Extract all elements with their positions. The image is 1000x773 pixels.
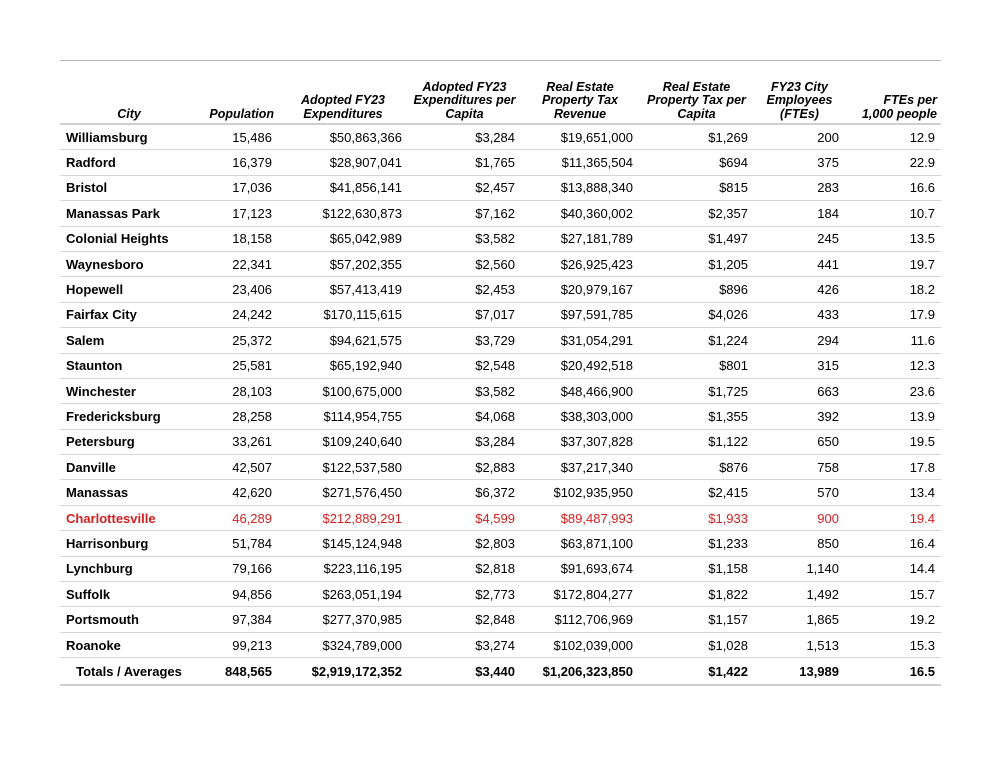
city-cell: Fredericksburg xyxy=(60,404,198,429)
population-cell: 28,103 xyxy=(198,378,278,403)
re-tax-per-capita-cell: $1,205 xyxy=(639,251,754,276)
table-row xyxy=(60,277,941,302)
re-tax-revenue-cell: $19,651,000 xyxy=(521,124,639,150)
re-tax-revenue-cell: $48,466,900 xyxy=(521,378,639,403)
ftes-cell: 850 xyxy=(754,531,845,556)
ftes-per-1000-cell: 11.6 xyxy=(845,328,941,353)
re-tax-revenue-cell: $26,925,423 xyxy=(521,251,639,276)
population-cell: 25,372 xyxy=(198,328,278,353)
population-cell: 16,379 xyxy=(198,150,278,175)
re-tax-per-capita-cell: $1,725 xyxy=(639,378,754,403)
re-tax-per-capita-cell: $1,355 xyxy=(639,404,754,429)
expenditures-cell: $170,115,615 xyxy=(278,302,408,327)
expenditures-per-capita-cell: $3,582 xyxy=(408,378,521,403)
ftes-per-1000-cell: 22.9 xyxy=(845,150,941,175)
city-cell: Portsmouth xyxy=(60,607,198,632)
city-cell: Bristol xyxy=(60,175,198,200)
expenditures-cell: $28,907,041 xyxy=(278,150,408,175)
city-cell: Charlottesville xyxy=(60,505,198,530)
re-tax-per-capita-cell: $1,157 xyxy=(639,607,754,632)
ftes-per-1000-cell: 19.7 xyxy=(845,251,941,276)
re-tax-per-capita-cell: $1,224 xyxy=(639,328,754,353)
ftes-per-1000-cell: 15.7 xyxy=(845,582,941,607)
ftes-cell: 433 xyxy=(754,302,845,327)
city-cell: Roanoke xyxy=(60,632,198,657)
ftes-cell: 375 xyxy=(754,150,845,175)
population-cell: 23,406 xyxy=(198,277,278,302)
table-row xyxy=(60,607,941,632)
ftes-cell: 13,989 xyxy=(754,658,845,686)
re-tax-revenue-cell: $97,591,785 xyxy=(521,302,639,327)
expenditures-cell: $223,116,195 xyxy=(278,556,408,581)
re-tax-per-capita-cell: $4,026 xyxy=(639,302,754,327)
expenditures-cell: $122,630,873 xyxy=(278,201,408,226)
ftes-per-1000-cell: 18.2 xyxy=(845,277,941,302)
ftes-cell: 663 xyxy=(754,378,845,403)
city-cell: Harrisonburg xyxy=(60,531,198,556)
table-row xyxy=(60,226,941,251)
expenditures-per-capita-cell: $3,582 xyxy=(408,226,521,251)
expenditures-cell: $212,889,291 xyxy=(278,505,408,530)
population-cell: 848,565 xyxy=(198,658,278,686)
ftes-cell: 570 xyxy=(754,480,845,505)
re-tax-revenue-cell: $31,054,291 xyxy=(521,328,639,353)
table-row xyxy=(60,404,941,429)
expenditures-per-capita-cell: $3,729 xyxy=(408,328,521,353)
table-row xyxy=(60,302,941,327)
re-tax-per-capita-cell: $1,122 xyxy=(639,429,754,454)
expenditures-per-capita-cell: $7,162 xyxy=(408,201,521,226)
city-cell: Hopewell xyxy=(60,277,198,302)
city-cell: Staunton xyxy=(60,353,198,378)
re-tax-per-capita-cell: $801 xyxy=(639,353,754,378)
population-cell: 99,213 xyxy=(198,632,278,657)
population-cell: 17,123 xyxy=(198,201,278,226)
header-re-tax-revenue: Real Estate Property Tax Revenue xyxy=(521,80,639,124)
ftes-cell: 900 xyxy=(754,505,845,530)
table-row xyxy=(60,201,941,226)
expenditures-cell: $94,621,575 xyxy=(278,328,408,353)
population-cell: 25,581 xyxy=(198,353,278,378)
city-cell: Danville xyxy=(60,455,198,480)
ftes-per-1000-cell: 23.6 xyxy=(845,378,941,403)
expenditures-per-capita-cell: $4,599 xyxy=(408,505,521,530)
ftes-per-1000-cell: 10.7 xyxy=(845,201,941,226)
ftes-cell: 1,492 xyxy=(754,582,845,607)
population-cell: 94,856 xyxy=(198,582,278,607)
re-tax-revenue-cell: $38,303,000 xyxy=(521,404,639,429)
expenditures-per-capita-cell: $2,560 xyxy=(408,251,521,276)
population-cell: 51,784 xyxy=(198,531,278,556)
ftes-cell: 441 xyxy=(754,251,845,276)
re-tax-per-capita-cell: $876 xyxy=(639,455,754,480)
expenditures-per-capita-cell: $2,548 xyxy=(408,353,521,378)
expenditures-cell: $57,413,419 xyxy=(278,277,408,302)
city-cell: Winchester xyxy=(60,378,198,403)
ftes-cell: 315 xyxy=(754,353,845,378)
re-tax-revenue-cell: $1,206,323,850 xyxy=(521,658,639,686)
expenditures-per-capita-cell: $2,818 xyxy=(408,556,521,581)
table-row xyxy=(60,328,941,353)
table-row xyxy=(60,632,941,657)
re-tax-revenue-cell: $27,181,789 xyxy=(521,226,639,251)
expenditures-cell: $114,954,755 xyxy=(278,404,408,429)
ftes-cell: 245 xyxy=(754,226,845,251)
ftes-per-1000-cell: 17.9 xyxy=(845,302,941,327)
re-tax-revenue-cell: $91,693,674 xyxy=(521,556,639,581)
expenditures-cell: $277,370,985 xyxy=(278,607,408,632)
header-re-tax-per-capita: Real Estate Property Tax per Capita xyxy=(639,80,754,124)
expenditures-per-capita-cell: $3,440 xyxy=(408,658,521,686)
re-tax-per-capita-cell: $1,028 xyxy=(639,632,754,657)
expenditures-per-capita-cell: $2,883 xyxy=(408,455,521,480)
re-tax-revenue-cell: $13,888,340 xyxy=(521,175,639,200)
re-tax-per-capita-cell: $1,933 xyxy=(639,505,754,530)
expenditures-cell: $65,192,940 xyxy=(278,353,408,378)
ftes-cell: 1,140 xyxy=(754,556,845,581)
re-tax-per-capita-cell: $694 xyxy=(639,150,754,175)
ftes-cell: 650 xyxy=(754,429,845,454)
ftes-per-1000-cell: 13.9 xyxy=(845,404,941,429)
ftes-per-1000-cell: 13.5 xyxy=(845,226,941,251)
population-cell: 22,341 xyxy=(198,251,278,276)
expenditures-cell: $271,576,450 xyxy=(278,480,408,505)
expenditures-per-capita-cell: $6,372 xyxy=(408,480,521,505)
ftes-cell: 294 xyxy=(754,328,845,353)
expenditures-per-capita-cell: $3,284 xyxy=(408,124,521,150)
expenditures-per-capita-cell: $2,848 xyxy=(408,607,521,632)
ftes-per-1000-cell: 16.5 xyxy=(845,658,941,686)
header-ftes-per-1000: FTEs per 1,000 people xyxy=(845,80,941,124)
re-tax-revenue-cell: $11,365,504 xyxy=(521,150,639,175)
table-row xyxy=(60,429,941,454)
re-tax-per-capita-cell: $896 xyxy=(639,277,754,302)
expenditures-per-capita-cell: $3,284 xyxy=(408,429,521,454)
expenditures-per-capita-cell: $3,274 xyxy=(408,632,521,657)
city-cell: Radford xyxy=(60,150,198,175)
table-row xyxy=(60,480,941,505)
header-expenditures: Adopted FY23 Expenditures xyxy=(278,80,408,124)
totals-row xyxy=(60,658,941,686)
ftes-per-1000-cell: 13.4 xyxy=(845,480,941,505)
re-tax-per-capita-cell: $1,497 xyxy=(639,226,754,251)
re-tax-per-capita-cell: $815 xyxy=(639,175,754,200)
expenditures-per-capita-cell: $1,765 xyxy=(408,150,521,175)
population-cell: 24,242 xyxy=(198,302,278,327)
population-cell: 79,166 xyxy=(198,556,278,581)
table-row xyxy=(60,556,941,581)
ftes-cell: 392 xyxy=(754,404,845,429)
table-row xyxy=(60,124,941,150)
re-tax-revenue-cell: $112,706,969 xyxy=(521,607,639,632)
population-cell: 97,384 xyxy=(198,607,278,632)
city-cell: Manassas Park xyxy=(60,201,198,226)
ftes-cell: 426 xyxy=(754,277,845,302)
population-cell: 28,258 xyxy=(198,404,278,429)
expenditures-cell: $122,537,580 xyxy=(278,455,408,480)
table-row xyxy=(60,531,941,556)
city-cell: Suffolk xyxy=(60,582,198,607)
re-tax-revenue-cell: $102,935,950 xyxy=(521,480,639,505)
ftes-cell: 1,513 xyxy=(754,632,845,657)
expenditures-cell: $145,124,948 xyxy=(278,531,408,556)
re-tax-revenue-cell: $37,307,828 xyxy=(521,429,639,454)
header-ftes: FY23 City Employees (FTEs) xyxy=(754,80,845,124)
table-row xyxy=(60,175,941,200)
re-tax-revenue-cell: $172,804,277 xyxy=(521,582,639,607)
expenditures-cell: $263,051,194 xyxy=(278,582,408,607)
ftes-per-1000-cell: 16.4 xyxy=(845,531,941,556)
ftes-per-1000-cell: 12.9 xyxy=(845,124,941,150)
ftes-per-1000-cell: 12.3 xyxy=(845,353,941,378)
header-city: City xyxy=(60,80,198,124)
population-cell: 46,289 xyxy=(198,505,278,530)
header-expenditures-per-capita: Adopted FY23 Expenditures per Capita xyxy=(408,80,521,124)
expenditures-per-capita-cell: $2,457 xyxy=(408,175,521,200)
population-cell: 33,261 xyxy=(198,429,278,454)
re-tax-per-capita-cell: $1,822 xyxy=(639,582,754,607)
expenditures-cell: $324,789,000 xyxy=(278,632,408,657)
header-population: Population xyxy=(198,80,278,124)
expenditures-cell: $65,042,989 xyxy=(278,226,408,251)
expenditures-per-capita-cell: $2,773 xyxy=(408,582,521,607)
re-tax-revenue-cell: $37,217,340 xyxy=(521,455,639,480)
city-cell: Totals / Averages xyxy=(60,658,198,686)
population-cell: 18,158 xyxy=(198,226,278,251)
city-cell: Manassas xyxy=(60,480,198,505)
city-cell: Petersburg xyxy=(60,429,198,454)
city-cell: Fairfax City xyxy=(60,302,198,327)
expenditures-per-capita-cell: $2,803 xyxy=(408,531,521,556)
expenditures-per-capita-cell: $2,453 xyxy=(408,277,521,302)
expenditures-per-capita-cell: $7,017 xyxy=(408,302,521,327)
city-cell: Lynchburg xyxy=(60,556,198,581)
re-tax-per-capita-cell: $1,422 xyxy=(639,658,754,686)
re-tax-per-capita-cell: $2,357 xyxy=(639,201,754,226)
ftes-per-1000-cell: 19.4 xyxy=(845,505,941,530)
city-cell: Salem xyxy=(60,328,198,353)
ftes-cell: 758 xyxy=(754,455,845,480)
table-row xyxy=(60,353,941,378)
ftes-per-1000-cell: 16.6 xyxy=(845,175,941,200)
table-row xyxy=(60,455,941,480)
header-row xyxy=(60,80,941,124)
re-tax-revenue-cell: $102,039,000 xyxy=(521,632,639,657)
table-row xyxy=(60,378,941,403)
city-comparison-table xyxy=(60,80,941,686)
re-tax-revenue-cell: $63,871,100 xyxy=(521,531,639,556)
table-body xyxy=(60,124,941,685)
ftes-cell: 184 xyxy=(754,201,845,226)
expenditures-cell: $57,202,355 xyxy=(278,251,408,276)
ftes-per-1000-cell: 15.3 xyxy=(845,632,941,657)
city-cell: Colonial Heights xyxy=(60,226,198,251)
population-cell: 15,486 xyxy=(198,124,278,150)
top-divider xyxy=(60,60,941,61)
ftes-per-1000-cell: 19.5 xyxy=(845,429,941,454)
re-tax-per-capita-cell: $1,233 xyxy=(639,531,754,556)
re-tax-revenue-cell: $20,492,518 xyxy=(521,353,639,378)
ftes-cell: 1,865 xyxy=(754,607,845,632)
expenditures-cell: $50,863,366 xyxy=(278,124,408,150)
table-row xyxy=(60,150,941,175)
ftes-cell: 200 xyxy=(754,124,845,150)
expenditures-per-capita-cell: $4,068 xyxy=(408,404,521,429)
expenditures-cell: $41,856,141 xyxy=(278,175,408,200)
re-tax-per-capita-cell: $1,158 xyxy=(639,556,754,581)
population-cell: 42,507 xyxy=(198,455,278,480)
table-row xyxy=(60,505,941,530)
expenditures-cell: $2,919,172,352 xyxy=(278,658,408,686)
city-cell: Waynesboro xyxy=(60,251,198,276)
re-tax-per-capita-cell: $2,415 xyxy=(639,480,754,505)
re-tax-revenue-cell: $20,979,167 xyxy=(521,277,639,302)
re-tax-revenue-cell: $89,487,993 xyxy=(521,505,639,530)
population-cell: 42,620 xyxy=(198,480,278,505)
ftes-per-1000-cell: 19.2 xyxy=(845,607,941,632)
table-row xyxy=(60,251,941,276)
re-tax-per-capita-cell: $1,269 xyxy=(639,124,754,150)
ftes-per-1000-cell: 14.4 xyxy=(845,556,941,581)
expenditures-cell: $109,240,640 xyxy=(278,429,408,454)
table-row xyxy=(60,582,941,607)
ftes-per-1000-cell: 17.8 xyxy=(845,455,941,480)
expenditures-cell: $100,675,000 xyxy=(278,378,408,403)
ftes-cell: 283 xyxy=(754,175,845,200)
re-tax-revenue-cell: $40,360,002 xyxy=(521,201,639,226)
population-cell: 17,036 xyxy=(198,175,278,200)
city-cell: Williamsburg xyxy=(60,124,198,150)
